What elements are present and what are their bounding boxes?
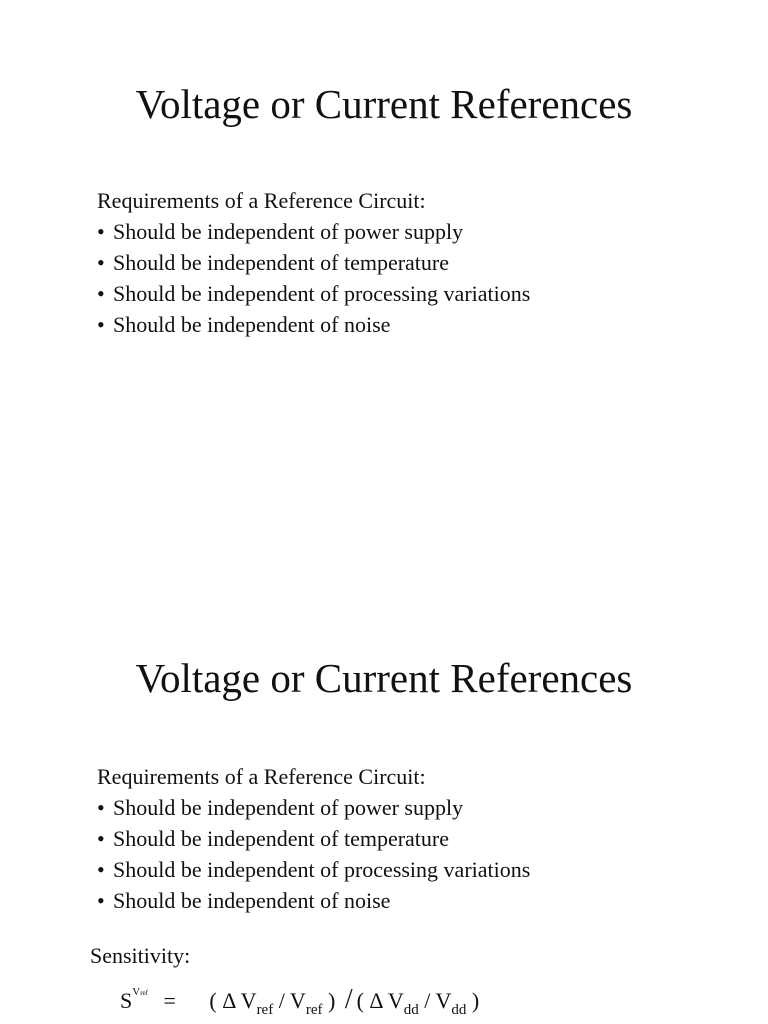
requirements-block [97, 185, 530, 340]
formula-term: / V [273, 988, 306, 1013]
formula-subscript: ref [256, 1002, 274, 1018]
list-item [97, 885, 530, 916]
formula-subscript: ref [305, 1002, 323, 1018]
formula-superscript-base: V [132, 986, 141, 998]
slide-title: Voltage or Current References [135, 81, 633, 127]
requirements-list [97, 792, 530, 916]
formula-term: ) [466, 988, 480, 1013]
list-item-text: Should be independent of temperature [113, 250, 450, 275]
formula-term: ( Δ V [356, 988, 404, 1013]
list-item-text: Should be independent of noise [113, 888, 391, 913]
requirements-list [97, 216, 530, 340]
list-item [97, 309, 530, 340]
formula-superscript-sub: ref [140, 989, 148, 997]
list-item-text: Should be independent of processing variations [113, 281, 531, 306]
formula-subscript: dd [403, 1002, 419, 1018]
list-item [97, 216, 530, 247]
sensitivity-label: Sensitivity: [90, 943, 191, 968]
requirements-heading: Requirements of a Reference Circuit: [97, 188, 426, 213]
list-item [97, 278, 530, 309]
formula-symbol: S [120, 988, 133, 1013]
slide-2 [0, 576, 768, 1024]
list-item [97, 823, 530, 854]
list-item-text: Should be independent of noise [113, 312, 391, 337]
list-item [97, 792, 530, 823]
list-item-text: Should be independent of power supply [113, 219, 464, 244]
formula-superscript [132, 986, 148, 998]
list-item-text: Should be independent of temperature [113, 826, 450, 851]
formula-subscript: dd [451, 1002, 467, 1018]
requirements-heading: Requirements of a Reference Circuit: [97, 764, 426, 789]
formula-term: ( Δ V [209, 988, 257, 1013]
formula-term: ) [322, 988, 336, 1013]
requirements-block [97, 761, 530, 916]
formula-divider: / [344, 984, 353, 1015]
list-item-text: Should be independent of power supply [113, 795, 464, 820]
sensitivity-formula [120, 986, 479, 1024]
list-item-text: Should be independent of processing variations [113, 857, 531, 882]
list-item [97, 854, 530, 885]
slide-title: Voltage or Current References [135, 655, 633, 701]
list-item [97, 247, 530, 278]
formula-equals: = [163, 988, 176, 1013]
formula-term: / V [418, 988, 452, 1013]
